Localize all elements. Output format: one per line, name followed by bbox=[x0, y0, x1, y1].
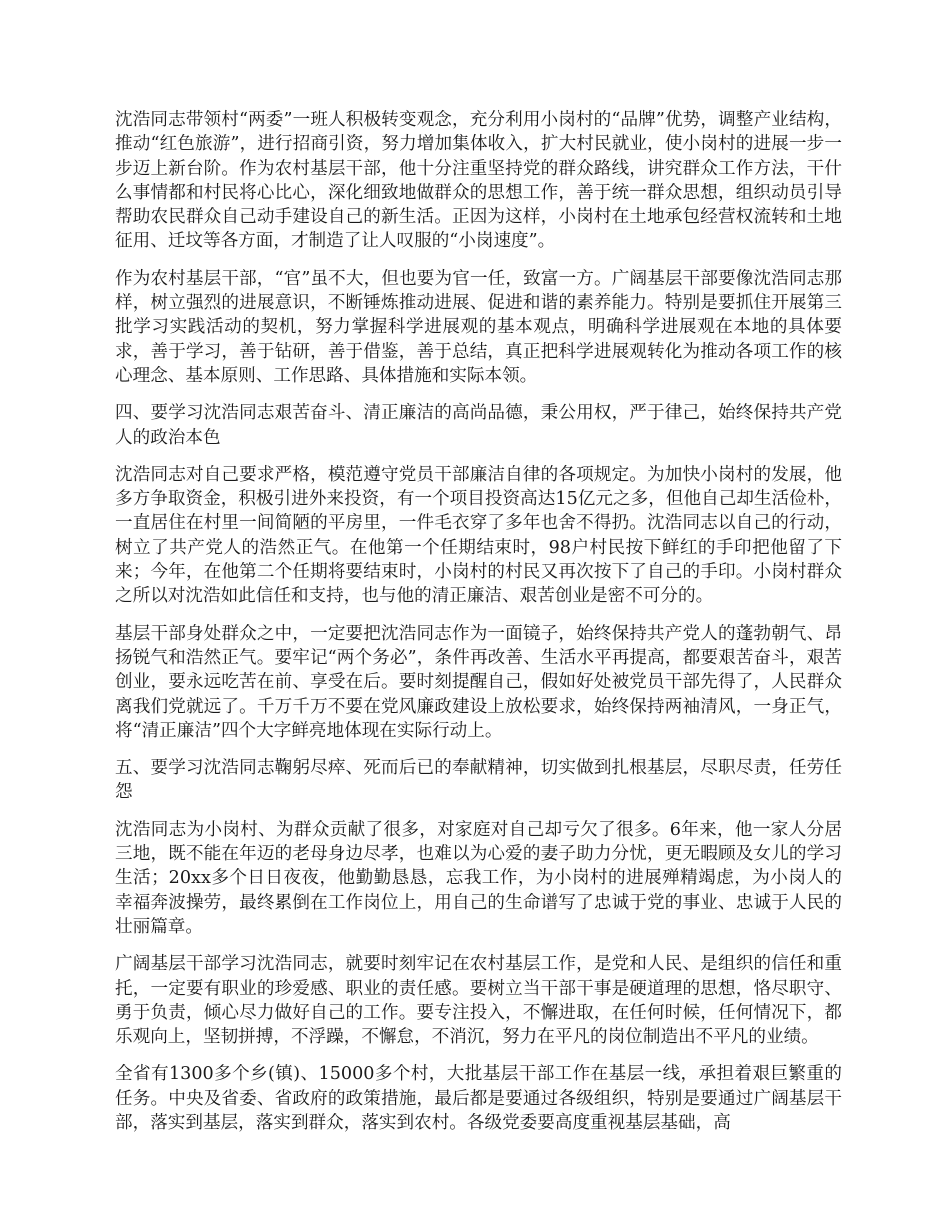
paragraph-5: 沈浩同志为小岗村、为群众贡献了很多，对家庭对自己却亏欠了很多。6年来，他一家人分居三地，既不能在年迈的老母身边尽孝，也难以为心爱的妻子助力分忧，更无暇顾及女儿的学习生活；20xx多个日日夜夜，他勤勤恳恳，忘我工作，为小岗村的进展殚精竭虑，为小岗人的幸福奔波操劳，最终累倒在工作岗位上，用自己的生命谱写了忠诚于党的事业、忠诚于人民的壮丽篇章。 bbox=[115, 819, 842, 937]
section-heading-4: 四、要学习沈浩同志艰苦奋斗、清正廉洁的高尚品德，秉公用权，严于律己，始终保持共产党人的政治本色 bbox=[115, 403, 842, 448]
paragraph-3: 沈浩同志对自己要求严格，模范遵守党员干部廉洁自律的各项规定。为加快小岗村的发展，他多方争取资金，积极引进外来投资，有一个项目投资高达15亿元之多，但他自己却生活俭朴，一直居住在村里一间简陋的平房里，一件毛衣穿了多年也舍不得扔。沈浩同志以自己的行动，树立了共产党人的浩然正气。在他第一个任期结束时，98户村民按下鲜红的手印把他留了下来；今年，在他第二个任期将要结束时，小岗村的村民又再次按下了自己的手印。小岗村群众之所以对沈浩如此信任和支持，也与他的清正廉洁、艰苦创业是密不可分的。 bbox=[115, 464, 842, 607]
paragraph-1: 沈浩同志带领村“两委”一班人积极转变观念，充分利用小岗村的“品牌”优势，调整产业结构，推动“红色旅游”，进行招商引资，努力增加集体收入，扩大村民就业，使小岗村的进展一步一步迈上新台阶。作为农村基层干部，他十分注重坚持党的群众路线，讲究群众工作方法，干什么事情都和村民将心比心，深化细致地做群众的思想工作，善于统一群众思想，组织动员引导帮助农民群众自己动手建设自己的新生活。正因为这样，小岗村在土地承包经营权流转和土地征用、迁坟等各方面，才制造了让人叹服的“小岗速度”。 bbox=[115, 110, 842, 252]
section-heading-5: 五、要学习沈浩同志鞠躬尽瘁、死而后已的奉献精神，切实做到扎根基层，尽职尽责，任劳任怨 bbox=[115, 758, 842, 803]
paragraph-7: 全省有1300多个乡(镇)、15000多个村，大批基层干部工作在基层一线，承担着艰巨繁重的任务。中央及省委、省政府的政策措施，最后都是要通过各级组织，特别是要通过广阔基层干部，落实到基层，落实到群众，落实到农村。各级党委要高度重视基层基础，高 bbox=[115, 1064, 842, 1133]
paragraph-2: 作为农村基层干部，“官”虽不大，但也要为官一任，致富一方。广阔基层干部要像沈浩同志那样，树立强烈的进展意识，不断锤炼推动进展、促进和谐的素养能力。特别是要抓住开展第三批学习实践活动的契机，努力掌握科学进展观的基本观点，明确科学进展观在本地的具体要求，善于学习，善于钻研，善于借鉴，善于总结，真正把科学进展观转化为推动各项工作的核心理念、基本原则、工作思路、具体措施和实际本领。 bbox=[115, 268, 842, 386]
paragraph-4: 基层干部身处群众之中，一定要把沈浩同志作为一面镜子，始终保持共产党人的蓬勃朝气、昂扬锐气和浩然正气。要牢记“两个务必”，条件再改善、生活水平再提高，都要艰苦奋斗，艰苦创业，要永远吃苦在前、享受在后。要时刻提醒自己，假如好处被党员干部先得了，人民群众离我们党就远了。千万千万不要在党风廉政建设上放松要求，始终保持两袖清风，一身正气，将“清正廉洁”四个大字鲜亮地体现在实际行动上。 bbox=[115, 623, 842, 741]
document-body bbox=[115, 108, 842, 1148]
paragraph-6: 广阔基层干部学习沈浩同志，就要时刻牢记在农村基层工作，是党和人民、是组织的信任和重托，一定要有职业的珍爱感、职业的责任感。要树立当干部干事是硬道理的思想，恪尽职守、勇于负责，倾心尽力做好自己的工作。要专注投入，不懈进取，在任何时候，任何情况下，都乐观向上，坚韧拼搏，不浮躁，不懈怠，不消沉，努力在平凡的岗位制造出不平凡的业绩。 bbox=[115, 954, 842, 1048]
